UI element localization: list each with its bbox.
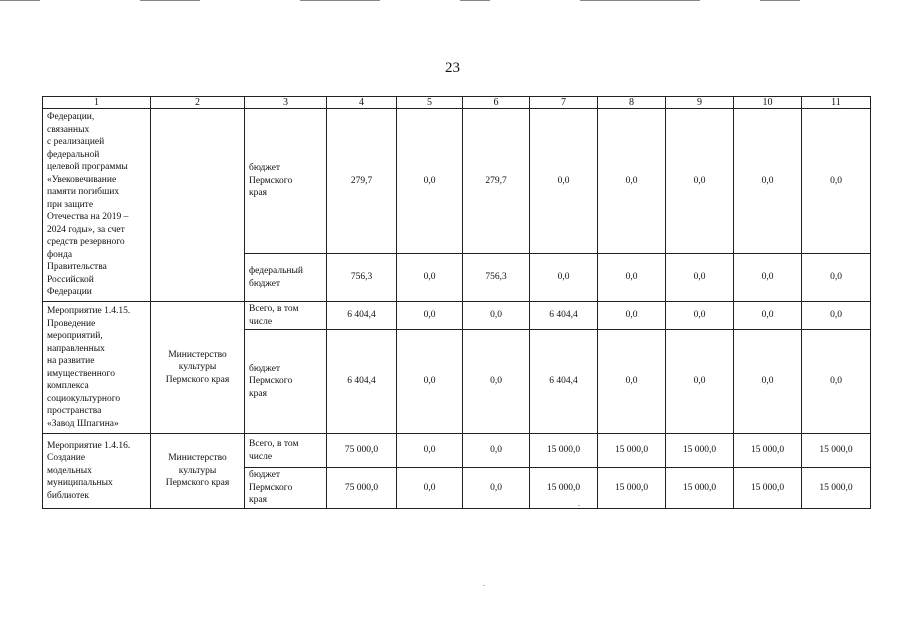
- activity-description-line: Отечества на 2019 –: [47, 212, 129, 223]
- value-cell: 0,0: [598, 302, 666, 330]
- activity-description-line: при защите: [47, 199, 94, 210]
- executor-line: Министерство: [168, 349, 227, 360]
- value-cell: 0,0: [734, 254, 802, 302]
- value-cell: 15 000,0: [598, 434, 666, 468]
- activity-description: [43, 302, 151, 434]
- value-cell: 0,0: [397, 254, 463, 302]
- value-cell: 0,0: [598, 330, 666, 434]
- value-cell: 15 000,0: [734, 434, 802, 468]
- activity-description-line: связанных: [47, 124, 90, 135]
- value-cell: 6 404,4: [327, 302, 397, 330]
- activity-description-line: 2024 годы», за счет: [47, 224, 125, 235]
- activity-description: [43, 109, 151, 302]
- funding-source-line: Пермского: [249, 376, 293, 387]
- column-header: 7: [530, 97, 598, 109]
- executor-line: культуры: [178, 465, 217, 476]
- activity-description-line: направленных: [47, 343, 105, 354]
- value-cell: 0,0: [397, 302, 463, 330]
- activity-description-line: Создание: [47, 453, 86, 463]
- activity-description-line: пространства: [47, 406, 102, 416]
- value-cell: 15 000,0: [530, 468, 598, 509]
- activity-description-line: Проведение: [47, 318, 96, 329]
- value-cell: 0,0: [463, 302, 530, 330]
- funding-source-line: края: [249, 495, 267, 505]
- value-cell: 15 000,0: [802, 434, 871, 468]
- column-header: 8: [598, 97, 666, 109]
- funding-source-line: числе: [249, 316, 273, 327]
- value-cell: 756,3: [327, 254, 397, 302]
- table-row: [43, 302, 871, 330]
- activity-description-line: федеральной: [47, 149, 100, 160]
- value-cell: 15 000,0: [666, 468, 734, 509]
- value-cell: 6 404,4: [327, 330, 397, 434]
- activity-description-line: памяти погибших: [47, 187, 120, 198]
- executor: [151, 302, 245, 434]
- value-cell: 0,0: [530, 254, 598, 302]
- column-header: 2: [151, 97, 245, 109]
- column-header: 3: [245, 97, 327, 109]
- value-cell: 0,0: [666, 302, 734, 330]
- value-cell: 0,0: [397, 434, 463, 468]
- funding-source: [245, 330, 327, 434]
- activity-description-line: Правительства: [47, 262, 107, 273]
- executor: [151, 109, 245, 302]
- value-cell: 6 404,4: [530, 330, 598, 434]
- value-cell: 0,0: [397, 109, 463, 254]
- value-cell: 0,0: [734, 302, 802, 330]
- table-body: [43, 109, 871, 509]
- funding-source-line: бюджет: [249, 470, 281, 480]
- value-cell: 0,0: [463, 330, 530, 434]
- value-cell: 15 000,0: [530, 434, 598, 468]
- value-cell: 0,0: [598, 109, 666, 254]
- activity-description-line: Мероприятие 1.4.15.: [47, 306, 131, 316]
- page-number: 23: [445, 60, 460, 76]
- column-header: 5: [397, 97, 463, 109]
- activity-description-line: «Завод Шпагина»: [47, 418, 119, 429]
- value-cell: 0,0: [802, 254, 871, 302]
- activity-description-line: библиотек: [47, 490, 89, 501]
- value-cell: 0,0: [666, 330, 734, 434]
- funding-source: [245, 254, 327, 302]
- value-cell: 0,0: [598, 254, 666, 302]
- column-header: 4: [327, 97, 397, 109]
- column-header: 10: [734, 97, 802, 109]
- column-header: 1: [43, 97, 151, 109]
- value-cell: 0,0: [397, 468, 463, 509]
- activity-description-line: с реализацией: [47, 137, 105, 148]
- activity-description: [43, 434, 151, 509]
- funding-source-line: бюджет: [249, 163, 281, 174]
- value-cell: 0,0: [666, 254, 734, 302]
- activity-description-line: фонда: [47, 249, 73, 260]
- executor-line: Министерство: [168, 453, 227, 463]
- funding-source: [245, 109, 327, 254]
- value-cell: 0,0: [666, 109, 734, 254]
- funding-source-line: края: [249, 388, 267, 399]
- funding-source-line: бюджет: [249, 363, 281, 374]
- table-row: [43, 434, 871, 468]
- funding-source: [245, 434, 327, 468]
- activity-description-line: социокультурного: [47, 393, 121, 404]
- column-header: 6: [463, 97, 530, 109]
- value-cell: 0,0: [734, 109, 802, 254]
- value-cell: 0,0: [530, 109, 598, 254]
- value-cell: 0,0: [397, 330, 463, 434]
- value-cell: 0,0: [463, 434, 530, 468]
- activity-description-line: «Увековечивание: [47, 174, 117, 185]
- executor-line: Пермского края: [165, 374, 230, 385]
- activity-description-line: мероприятий,: [47, 331, 103, 341]
- executor-line: культуры: [178, 362, 217, 373]
- value-cell: 0,0: [463, 468, 530, 509]
- executor-line: Пермского края: [165, 478, 230, 488]
- value-cell: 6 404,4: [530, 302, 598, 330]
- value-cell: 15 000,0: [598, 468, 666, 509]
- scan-top-edge: [0, 0, 905, 2]
- activity-description-line: на развитие: [47, 356, 95, 366]
- value-cell: 0,0: [734, 330, 802, 434]
- activity-description-line: Федерации: [47, 287, 92, 298]
- executor: [151, 434, 245, 509]
- value-cell: 0,0: [802, 302, 871, 330]
- column-header: 11: [802, 97, 871, 109]
- value-cell: 756,3: [463, 254, 530, 302]
- activity-description-line: комплекса: [47, 381, 89, 391]
- activity-description-line: модельных: [47, 465, 92, 476]
- activity-description-line: целевой программы: [47, 162, 128, 173]
- header-row: [43, 97, 871, 109]
- value-cell: 0,0: [802, 330, 871, 434]
- value-cell: 15 000,0: [734, 468, 802, 509]
- column-header: 9: [666, 97, 734, 109]
- funding-source-line: бюджет: [249, 278, 281, 289]
- value-cell: 75 000,0: [327, 434, 397, 468]
- activity-description-line: муниципальных: [47, 478, 113, 488]
- funding-source-line: Всего, в том: [249, 439, 299, 449]
- funding-source-line: Пермского: [249, 482, 293, 493]
- funding-source-line: числе: [249, 451, 273, 462]
- funding-source-line: края: [249, 188, 267, 199]
- scan-speck: [483, 585, 485, 586]
- value-cell: 279,7: [463, 109, 530, 254]
- table-row: [43, 109, 871, 254]
- value-cell: 75 000,0: [327, 468, 397, 509]
- budget-table: [42, 96, 871, 509]
- activity-description-line: Федерации,: [47, 112, 95, 123]
- scan-speck: [578, 505, 580, 506]
- value-cell: 15 000,0: [802, 468, 871, 509]
- value-cell: 279,7: [327, 109, 397, 254]
- funding-source-line: Пермского: [249, 175, 293, 186]
- funding-source: [245, 468, 327, 509]
- activity-description-line: имущественного: [47, 368, 115, 379]
- value-cell: 0,0: [802, 109, 871, 254]
- funding-source-line: федеральный: [249, 266, 303, 276]
- activity-description-line: средств резервного: [47, 237, 125, 248]
- activity-description-line: Мероприятие 1.4.16.: [47, 440, 131, 451]
- funding-source: [245, 302, 327, 330]
- funding-source-line: Всего, в том: [249, 304, 299, 314]
- activity-description-line: Российской: [47, 274, 94, 285]
- value-cell: 15 000,0: [666, 434, 734, 468]
